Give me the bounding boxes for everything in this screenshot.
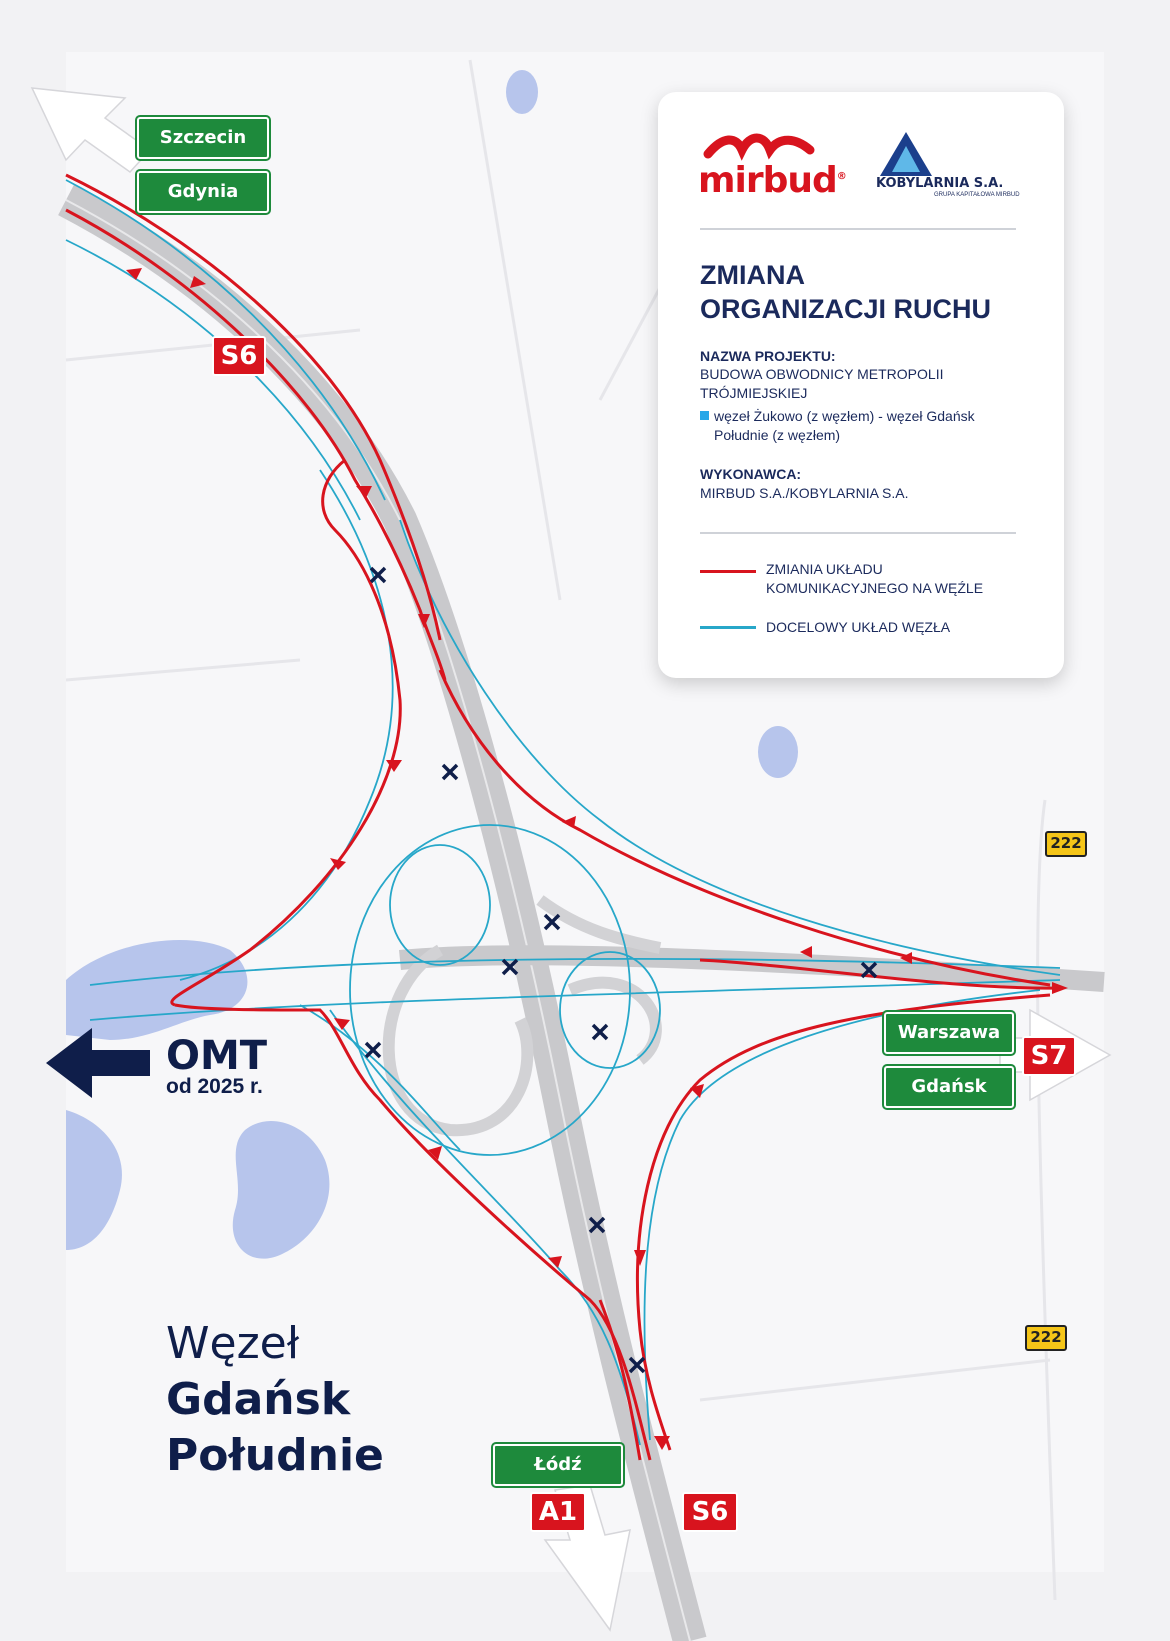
divider-top	[700, 228, 1016, 230]
node-name-line1: Węzeł	[166, 1318, 300, 1369]
info-card	[658, 92, 1064, 678]
contractor-label: WYKONAWCA:	[700, 466, 802, 482]
kobylarnia-icon	[876, 128, 936, 180]
route-s7: S7	[1022, 1036, 1076, 1076]
node-name-line3: Południe	[166, 1430, 384, 1481]
omt-title: OMT	[166, 1033, 268, 1079]
omt-subtitle: od 2025 r.	[166, 1075, 263, 1098]
legend-red-line1: ZMIANIA UKŁADU	[766, 561, 883, 577]
project-bullet-line2: Południe (z węzłem)	[714, 427, 841, 443]
sign-gdynia: Gdynia	[137, 171, 269, 213]
mirbud-wordmark	[698, 160, 846, 201]
route-s6-north: S6	[212, 336, 266, 376]
road-222-north: 222	[1045, 831, 1087, 857]
mirbud-reg: ®	[836, 171, 846, 182]
legend-blue-line	[700, 626, 756, 629]
legend-red-line	[700, 570, 756, 573]
contractor-value: MIRBUD S.A./KOBYLARNIA S.A.	[700, 485, 909, 501]
node-name-line2: Gdańsk	[166, 1374, 351, 1425]
divider-bottom	[700, 532, 1016, 534]
kobylarnia-sub: GRUPA KAPITAŁOWA MIRBUD	[934, 192, 1020, 198]
project-line1: BUDOWA OBWODNICY METROPOLII	[700, 366, 944, 382]
card-title-line2: ORGANIZACJI RUCHU	[700, 294, 992, 324]
project-bullet-line1: węzeł Żukowo (z węzłem) - węzeł Gdańsk	[714, 408, 975, 424]
sign-warszawa: Warszawa	[884, 1012, 1014, 1054]
sign-szczecin: Szczecin	[137, 117, 269, 159]
project-bullet-icon	[700, 411, 709, 420]
route-s6-south: S6	[682, 1492, 738, 1532]
project-label: NAZWA PROJEKTU:	[700, 348, 836, 364]
legend-blue-label: DOCELOWY UKŁAD WĘZŁA	[766, 619, 951, 635]
mirbud-name: mirbud	[698, 160, 837, 201]
road-222-south: 222	[1025, 1325, 1067, 1351]
kobylarnia-name: KOBYLARNIA S.A.	[876, 176, 1004, 191]
route-a1: A1	[530, 1492, 586, 1532]
legend-red-line2: KOMUNIKACYJNEGO NA WĘŹLE	[766, 580, 984, 596]
sign-lodz: Łódź	[493, 1444, 623, 1486]
card-title-line1: ZMIANA	[700, 260, 805, 290]
sign-gdansk: Gdańsk	[884, 1066, 1014, 1108]
card-title	[700, 258, 991, 326]
project-line2: TRÓJMIEJSKIEJ	[700, 385, 808, 401]
